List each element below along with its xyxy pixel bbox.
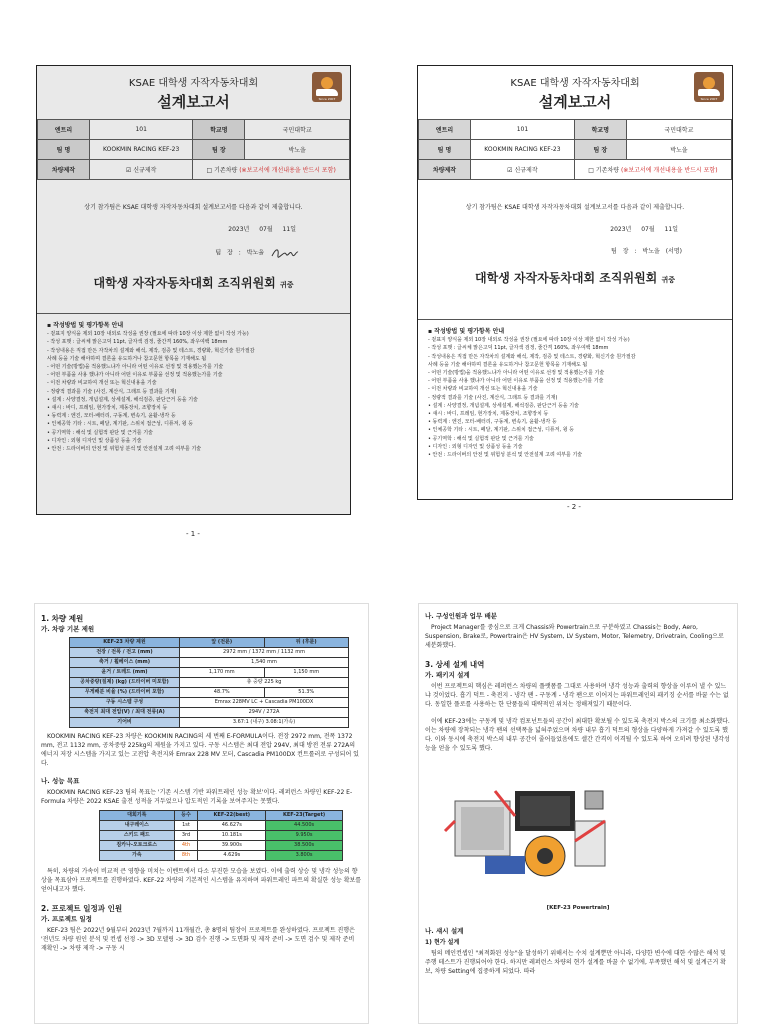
guide-line: - 겉표지 양식을 제외 10장 내외로 작성을 권장 (필요에 따라 10장 이상 제한 없이 작성 가능) (428, 337, 630, 344)
spec-key: 윤거 / 트레드 (mm) (70, 668, 180, 678)
guide-line: • 디자인 : 외형 디자인 및 상품성 등을 기술 (47, 437, 142, 444)
school-value: 국민대학교 (626, 120, 731, 140)
suspension-heading: 1) 현가 설계 (425, 939, 460, 946)
record-event: 짐카나-오토크로스 (100, 841, 175, 851)
school-label: 학교명 (193, 120, 245, 140)
record-table (99, 810, 343, 861)
guide-line: - 작성내용은 직접 만든 자작차의 설계와 해석, 제작, 검증 및 테스트, 경량화, 혁신기술 원가절감 (47, 347, 255, 354)
guide-line: • 동력계 : 엔진, 모터-배터리, 구동계, 변속기, 윤활-냉각 등 (47, 413, 176, 420)
sign-name: 박노을 (246, 249, 265, 257)
vehicle-note: (※보고서에 개선내용을 반드시 포함) (239, 167, 336, 174)
entry-label: 엔트리 (38, 120, 90, 140)
organizer-name: 대학생 자작자동차대회 조직위원회 (475, 271, 658, 285)
record-target: 38.500s (266, 841, 343, 851)
guide-title: ▪ 작성방법 및 평가항목 안내 (428, 328, 505, 335)
organizer-suffix: 귀중 (279, 281, 294, 289)
guide-line: • 공기역학 : 해석 및 실험적 판단 및 근거를 기술 (428, 435, 534, 442)
guide-line: • 섀시 : 바디, 프레임, 현가장치, 제동장치, 조향장치 등 (47, 405, 168, 412)
table-row (70, 708, 349, 718)
title-line2: 설계보고서 (538, 93, 612, 111)
record-rank: 8th (174, 851, 198, 861)
section2-paragraph: KEF-23 팀은 2022년 9월부터 2023년 7월까지 11개월간, 총 8명의 팀장이 프로젝트를 완성하였다. 프로젝트 진행은 '전년도 차량 원인 분석 및 컨셉 선정 -> 3D 모델링 -> 3D 검수 진행 -> 도면화 및 제작 준비 -> 도면 검수 및 제작 준비 재확인 -> 차량 제작 -> 구동 시 (41, 927, 355, 952)
team-label: 팀 명 (419, 140, 471, 160)
spec-key: 전장 / 전폭 / 전고 (mm) (70, 648, 180, 658)
guide-line: - 겉표지 양식을 제외 10장 내외로 작성을 권장 (필요에 따라 10장 이상 제한 없이 작성 가능) (47, 331, 249, 338)
spec-header-cell: KEF-23 차량 제원 (70, 638, 180, 648)
spec-value: 1,540 mm (180, 658, 349, 668)
sign-label: 팀 장 : (611, 248, 637, 255)
spec-value: 1,170 mm (180, 668, 265, 678)
design-page (418, 603, 738, 1024)
team-value: KOOKMIN RACING KEF-23 (471, 140, 575, 160)
leader-value: 박노을 (626, 140, 731, 160)
spec-page (34, 603, 369, 1024)
record-rank: 3rd (174, 831, 198, 841)
section1-sub: 가. 차량 기본 제원 (41, 625, 95, 633)
cover-header (37, 66, 350, 119)
entry-value: 101 (90, 120, 193, 140)
cover-info-table (37, 119, 350, 180)
leader-label: 팀 장 (193, 140, 245, 160)
ksae-logo-icon (312, 72, 342, 102)
goal-paragraph-2: 특히, 차량의 가속이 비교적 큰 영향을 미치는 이벤트에서 다소 부진한 모습을 보였다. 이에 출력 상승 및 냉각 성능의 향상을 목표삼아 프로젝트를 진행하였다. KEF-22 차량의 기본적인 시스템을 유지하며 파워트레인 파트의 확실한 성능 확보를 얻어내고자 했다. (41, 868, 362, 893)
record-best: 39.900s (198, 841, 266, 851)
record-header-cell: KEF-22(best) (198, 811, 266, 821)
statement: 상기 참가팀은 KSAE 대학생 자작자동차대회 설계보고서를 다음과 같이 제출합니다. (465, 204, 685, 211)
entry-label: 엔트리 (419, 120, 471, 140)
record-header-cell: 대회기록 (100, 811, 175, 821)
spec-value: 1,150 mm (264, 668, 349, 678)
table-row (70, 668, 349, 678)
goal-heading: 나. 성능 목표 (41, 777, 80, 785)
record-rank: 1st (174, 821, 198, 831)
guide-line: - 작성 포맷 : 글씨체 맑은고딕 11pt, 글자색 검정, 줄간격 160%, 좌우여백 18mm (47, 339, 228, 346)
spec-value: Emrax 228MV LC + Cascadia PM100DX (180, 698, 349, 708)
spec-key: 기어비 (70, 718, 180, 728)
spec-paragraph: KOOKMIN RACING KEF-23 차량은 KOOKMIN RACING의 세 번째 E-FORMULA이다. 전장 2972 mm, 전폭 1372 mm, 전고 1132 mm, 공차중량 225kg의 제원을 가지고 있다. 구동 시스템은 최대 전압 294V, 최대 방전 전류 272A의 에너지 저장 시스템을 가지고 있는 고전압 축전지와 Emrax 228 MV 모터, Cascadia PM100DX 컨트롤러로 구성되어 있다. (41, 733, 359, 767)
sign-label: 팀 장 : (215, 249, 241, 257)
table-row (70, 698, 349, 708)
table-row (70, 688, 349, 698)
table-row (100, 851, 343, 861)
spec-table (69, 637, 349, 728)
spec-value: 294V / 272A (180, 708, 349, 718)
table-row (70, 648, 349, 658)
record-best: 4.629s (198, 851, 266, 861)
section2-sub: 가. 프로젝트 일정 (41, 915, 92, 923)
organizer (432, 269, 718, 286)
title-line2: 설계보고서 (157, 93, 230, 111)
guide-line: - 정량적 결과를 기술 (사진, 계산식, 그래프 등 결과를 기재) (47, 388, 177, 395)
guide-line: • 안전 : 드라이버의 안전 및 위험성 분석 및 안전설계 고려 여부를 기술 (47, 446, 202, 453)
signature-line (51, 246, 300, 260)
organizer-name: 대학생 자작자동차대회 조직위원회 (93, 276, 276, 290)
record-target: 44.500s (266, 821, 343, 831)
spec-header-cell: 앞 (전륜) (180, 638, 265, 648)
record-header-cell: 등수 (174, 811, 198, 821)
team-label: 팀 명 (38, 140, 90, 160)
record-event: 내구레이스 (100, 821, 175, 831)
spec-key: 축전지 최대 전압(V) / 최대 전류(A) (70, 708, 180, 718)
leader-label: 팀 장 (574, 140, 626, 160)
logo-text: Since 2007 (318, 97, 336, 101)
guide-line: • 설계 : 사양결정, 개념설계, 상세설계, 해석검증, 판단근거 등을 기술 (428, 402, 579, 409)
guide-section (37, 313, 350, 461)
logo-text: Since 2007 (700, 97, 718, 101)
record-best: 10.181s (198, 831, 266, 841)
powertrain-image (425, 761, 625, 901)
vehicle-existing: □ 기존차량 (588, 167, 620, 174)
section2-heading: 2. 프로젝트 일정과 인원 (41, 904, 123, 913)
sign-suffix: (서명) (665, 248, 682, 255)
package-paragraph: 이번 프로젝트의 핵심은 레퍼런스 차량의 플랫폼를 그대로 사용하며 냉각 성능과 출력의 향상을 이루어 낼 수 있느냐 것이었다. 흡기 덕트 - 축전지 - 냉각 팬 - 구동계 - 냉각 팬으로 이어지는 파워트레인의 패키징 순서를 바꿀 수는 없다. 동일한 플로를 사용하는 한 단품들의 대략적인 위치는 정해져있기 때문이다. (425, 683, 729, 708)
section3-heading: 3. 상세 설계 내역 (425, 660, 485, 669)
cover-info-table (418, 119, 732, 180)
vehicle-new: ☑ 신규제작 (471, 160, 575, 180)
guide-line: • 동력계 : 엔진, 모터-배터리, 구동계, 변속기, 윤활-냉각 등 (428, 419, 557, 426)
vehicle-existing: □ 기존차량 (206, 167, 238, 174)
guide-line: - 작성내용은 직접 만든 자작차의 설계와 해석, 제작, 검증 및 테스트, 경량화, 혁신기술 원가절감 (428, 353, 636, 360)
guide-line: - 이전 차량과 비교하여 개선 또는 혁신내용을 기술 (428, 386, 538, 393)
record-rank: 4th (174, 841, 198, 851)
section3-sub: 가. 패키지 설계 (425, 671, 470, 679)
record-event: 스키드 패드 (100, 831, 175, 841)
team-paragraph: Project Manager를 중심으로 크게 Chassis와 Powertrain으로 구분하였고 Chassis는 Body, Aero, Suspension, Brake로, Powertrain은 HV System, LV System, Motor, Telemetry, Drivetrain, Cooling으로 세분화했다. (425, 624, 724, 649)
guide-line: • 설계 : 사양결정, 개념설계, 상세설계, 해석검증, 판단근거 등을 기술 (47, 396, 198, 403)
guide-line: • 공기역학 : 해석 및 실험적 판단 및 근거를 기술 (47, 429, 153, 436)
record-event: 가속 (100, 851, 175, 861)
title-line1: KSAE 대학생 자작자동차대회 (510, 78, 640, 89)
report-cover-page-2 (417, 65, 733, 500)
date: 2023년 07월 11일 (610, 226, 678, 233)
spec-key: 공차중량(질제) (kg) (드라이버 미포함) (70, 678, 180, 688)
spec-value: 2972 mm / 1372 mm / 1132 mm (180, 648, 349, 658)
package-paragraph-2: 이에 KEF-23에는 구동계 및 냉각 컴포넌트들의 공간이 최대한 확보될 수 있도록 축전지 박스의 크기를 최소화했다. 이는 차량에 장착되는 냉각 팬의 선택폭을 넓혀주었으며 차량 내부 흡기 덕트의 형상을 다양하게 가져갈 수 있도록 했다. 이와 동시에 축전지 박스의 내부 공간이 줄어들었음에도 셀간 간격이 이격될 수 있도록 하여 오히려 향상된 냉각성능을 얻을 수 있도록 했다. (425, 718, 730, 752)
team-value: KOOKMIN RACING KEF-23 (90, 140, 193, 160)
leader-value: 박노을 (245, 140, 350, 160)
guide-line: - 정량적 결과를 기술 (사진, 계산식, 그래프 등 결과를 기재) (428, 394, 558, 401)
spec-value: 48.7% (180, 688, 265, 698)
guide-line: • 인체공학 기타 : 시트, 페달, 계기판, 스위치 접근성, 디퓨저, 윙 등 (428, 427, 574, 434)
sign-name: 박노을 (642, 248, 660, 255)
date: 2023년 07월 11일 (228, 226, 296, 233)
suspension-paragraph: 팀의 메인컨셉인 "최적화된 성능"을 달성하기 위해서는 수치 설계뿐만 아니라, 다양한 변수에 대한 수많은 해석 및 주행 테스트가 진행되어야 한다. 하지만 레퍼런스 차량의 현가 설계를 바꿀 수 없기에, 부족했던 해석 및 설계근거 확보, 차량 Setting에 집중하게 되었다. 따라 (425, 950, 726, 975)
school-label: 학교명 (574, 120, 626, 140)
spec-key: 구동 시스템 구성 (70, 698, 180, 708)
guide-line: - 어떤 기술(방법)을 적용했느냐가 아니라 어떤 이유로 선정 및 적용했는가를 기술 (428, 370, 605, 377)
vehicle-label: 차량제작 (38, 160, 90, 180)
spec-key: 축거 / 휠베이스 (mm) (70, 658, 180, 668)
entry-value: 101 (471, 120, 575, 140)
table-row (100, 841, 343, 851)
vehicle-label: 차량제작 (419, 160, 471, 180)
guide-title: ▪ 작성방법 및 평가항목 안내 (47, 322, 124, 329)
powertrain-caption: [KEF-23 Powertrain] (546, 905, 610, 911)
guide-line: - 어떤 기술(방법)을 적용했느냐가 아니라 어떤 이유로 선정 및 적용했는가를 기술 (47, 364, 224, 371)
title-line1: KSAE 대학생 자작자동차대회 (128, 78, 259, 89)
record-target: 3.800s (266, 851, 343, 861)
record-header-cell: KEF-23(Target) (266, 811, 343, 821)
organizer (51, 274, 336, 291)
record-target: 9.950s (266, 831, 343, 841)
vehicle-new: ☑ 신규제작 (90, 160, 193, 180)
cover-header (418, 66, 732, 119)
vehicle-note: (※보고서에 개선내용을 반드시 포함) (620, 167, 718, 174)
statement: 상기 참가팀은 KSAE 대학생 자작자동차대회 설계보고서를 다음과 같이 제출합니다. (84, 204, 303, 211)
goal-paragraph: KOOKMIN RACING KEF-23 팀의 목표는 '기존 시스템 기반 파워트레인 성능 확보'이다. 레퍼런스 차량인 KEF-22 E-Formula 차량은 2022 KSAE 출전 성적을 거두었으나 압도적인 기록을 보여주지는 못했다. (41, 789, 353, 805)
table-row (70, 678, 349, 688)
table-row (70, 658, 349, 668)
guide-line: 사례 등을 기술 해야하며 결론을 유도하거나 참고문헌 항목을 기재해도 됨 (47, 355, 207, 362)
guide-line: - 작성 포맷 : 글씨체 맑은고딕 11pt, 글자색 검정, 줄간격 160%, 좌우여백 18mm (428, 345, 609, 352)
chassis-heading: 나. 섀시 설계 (425, 927, 464, 935)
school-value: 국민대학교 (245, 120, 350, 140)
record-best: 46.627s (198, 821, 266, 831)
guide-section (418, 319, 732, 467)
table-row (70, 718, 349, 728)
section1-heading: 1. 차량 제원 (41, 614, 84, 623)
spec-header-cell: 뒤 (후륜) (264, 638, 349, 648)
page-number-2: - 2 - (567, 503, 581, 511)
guide-line: • 디자인 : 외형 디자인 및 상품성 등을 기술 (428, 443, 523, 450)
ksae-logo-icon (694, 72, 724, 102)
guide-line: • 섀시 : 바디, 프레임, 현가장치, 제동장치, 조향장치 등 (428, 411, 549, 418)
spec-value: 51.3% (264, 688, 349, 698)
page-number-1: - 1 - (186, 530, 200, 538)
guide-line: - 어떤 부품을 사용 했냐가 아니라 어떤 이유로 부품을 선정 및 적용했는가를 기술 (47, 372, 223, 379)
signature-line (432, 246, 682, 255)
spec-key: 무게배분 비율 (%) (드라이버 포함) (70, 688, 180, 698)
team-heading: 나. 구성인원과 업무 배분 (425, 612, 498, 620)
guide-line: • 인체공학 기타 : 시트, 페달, 계기판, 스위치 접근성, 디퓨저, 윙 등 (47, 421, 193, 428)
guide-line: • 안전 : 드라이버의 안전 및 위험성 분석 및 안전설계 고려 여부를 기술 (428, 452, 583, 459)
organizer-suffix: 귀중 (661, 276, 675, 284)
spec-value: 3.67:1 (내구) 3.08:1(가속) (180, 718, 349, 728)
guide-line: - 이전 차량과 비교하여 개선 또는 혁신내용을 기술 (47, 380, 157, 387)
table-row (100, 821, 343, 831)
spec-value: 총 중량 225 kg (180, 678, 349, 688)
table-row (100, 831, 343, 841)
guide-line: 사례 등을 기술 해야하며 결론을 유도하거나 참고문헌 항목을 기재해도 됨 (428, 361, 588, 368)
handwritten-signature-icon (270, 246, 300, 260)
report-cover-page-1 (36, 65, 351, 515)
guide-line: - 어떤 부품을 사용 했냐가 아니라 어떤 이유로 부품을 선정 및 적용했는가를 기술 (428, 378, 604, 385)
